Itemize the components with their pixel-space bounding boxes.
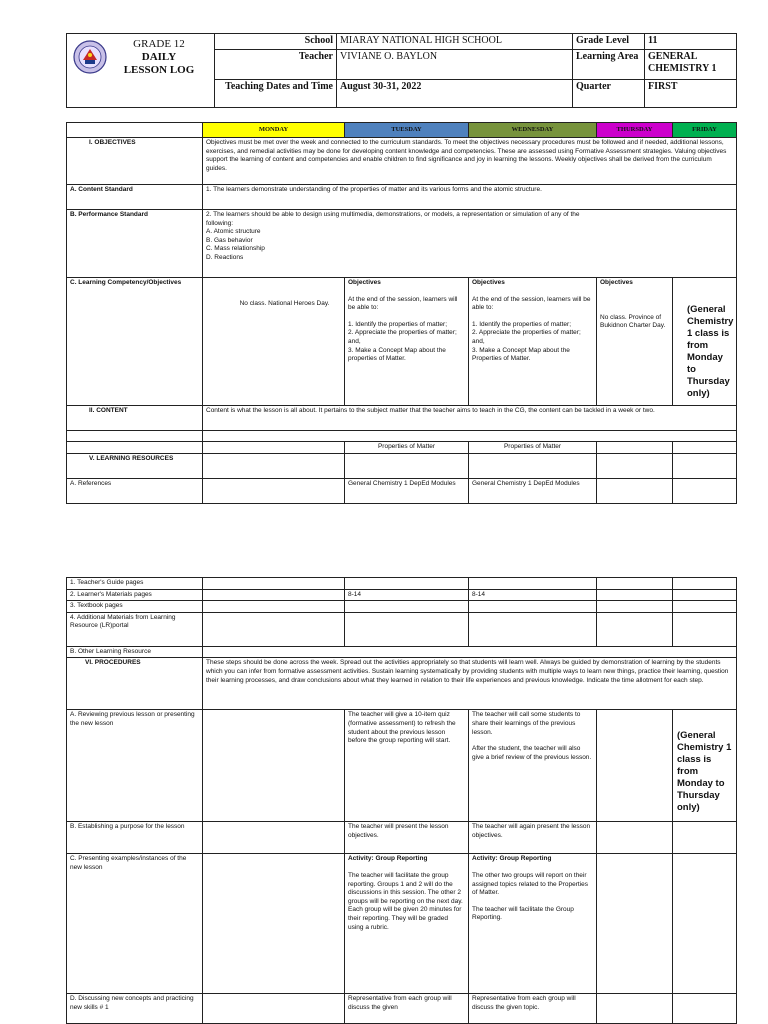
learning-resources-label: V. LEARNING RESOURCES xyxy=(67,454,203,479)
day-header-monday: MONDAY xyxy=(203,123,345,138)
blank-cell xyxy=(469,578,597,590)
day-header-tuesday: TUESDAY xyxy=(345,123,469,138)
learning-area-value: GENERAL CHEMISTRY 1 xyxy=(645,50,737,80)
blank-cell xyxy=(673,822,737,854)
blank-cell xyxy=(597,822,673,854)
review-text: After the student, the teacher will also give a brief review of the previous lesson. xyxy=(472,745,592,761)
blank-cell xyxy=(673,589,737,601)
activity-body: The teacher will facilitate the group reporting. Groups 1 and 2 will do the discussions in this session. The other 2 groups will be reporting on the next day. Each group will be given 20 minutes for their reporting. They will be graded using a rubric. xyxy=(348,871,463,931)
objectives-label: I. OBJECTIVES xyxy=(67,138,203,185)
blank-cell xyxy=(345,578,469,590)
blank-cell xyxy=(673,612,737,646)
friday-note: (General Chemistry 1 class is from Monday to Thursday only) xyxy=(673,278,737,406)
presenting-examples-label: C. Presenting examples/instances of the new lesson xyxy=(67,854,203,994)
perf-line: D. Reactions xyxy=(206,253,244,261)
performance-standard-text xyxy=(203,210,737,278)
tuesday-competency xyxy=(345,278,469,406)
tuesday-purpose: The teacher will present the lesson objectives. xyxy=(345,822,469,854)
day-header-thursday: THURSDAY xyxy=(597,123,673,138)
reviewing-lesson-label: A. Reviewing previous lesson or presenting the new lesson xyxy=(67,710,203,822)
blank-cell xyxy=(203,479,345,504)
lesson-log-title xyxy=(111,38,207,77)
wednesday-topic: Properties of Matter xyxy=(469,442,597,454)
blank-cell xyxy=(345,454,469,479)
monday-competency: No class. National Heroes Day. xyxy=(203,278,345,406)
title-daily: DAILY xyxy=(141,51,177,63)
objectives-heading: Objectives xyxy=(472,279,505,286)
tuesday-reference: General Chemistry 1 DepEd Modules xyxy=(345,479,469,504)
tuesday-discussion: Representative from each group will discuss the given xyxy=(345,994,469,1024)
header-table xyxy=(66,33,737,108)
wednesday-review xyxy=(469,710,597,822)
header-logo-cell xyxy=(67,34,215,108)
blank-cell xyxy=(597,578,673,590)
activity-heading: Activity: Group Reporting xyxy=(472,855,552,863)
school-value: MIARAY NATIONAL HIGH SCHOOL xyxy=(337,34,573,50)
content-standard-text: 1. The learners demonstrate understanding of the properties of matter and its various forms and the atomic structure. xyxy=(203,185,737,210)
other-resource-label: B. Other Learning Resource xyxy=(67,646,203,658)
blank-cell xyxy=(597,994,673,1024)
dates-value: August 30-31, 2022 xyxy=(337,80,573,108)
blank-cell xyxy=(203,854,345,994)
objectives-intro: At the end of the session, learners will be able to: xyxy=(472,295,591,312)
grade-level-label: Grade Level xyxy=(573,34,645,50)
objectives-intro: At the end of the session, learners will be able to: xyxy=(348,295,458,312)
blank-cell xyxy=(469,454,597,479)
wednesday-activity xyxy=(469,854,597,994)
activity-body: The teacher will facilitate the Group Reporting. xyxy=(472,905,574,922)
competency-label: C. Learning Competency/Objectives xyxy=(67,278,203,406)
objective-item: 1. Identify the properties of matter; xyxy=(472,320,571,328)
blank-cell xyxy=(469,601,597,613)
wednesday-competency xyxy=(469,278,597,406)
objective-item: 2. Appreciate the properties of matter; and, xyxy=(348,329,457,345)
deped-seal-icon xyxy=(73,40,107,74)
blank-cell xyxy=(673,601,737,613)
thursday-objectives-heading: Objectives xyxy=(600,279,633,286)
objective-item: 2. Appreciate the properties of matter; and, xyxy=(472,329,581,345)
thursday-competency xyxy=(597,278,673,406)
blank-cell xyxy=(203,454,345,479)
blank-cell xyxy=(203,612,345,646)
blank-cell xyxy=(345,612,469,646)
dates-label: Teaching Dates and Time xyxy=(215,80,337,108)
thursday-note: No class. Province of Bukidnon Charter Day. xyxy=(600,313,666,330)
references-label: A. References xyxy=(67,479,203,504)
blank-cell xyxy=(597,612,673,646)
wednesday-reference: General Chemistry 1 DepEd Modules xyxy=(469,479,597,504)
blank-cell xyxy=(203,589,345,601)
objective-item: 3. Make a Concept Map about the Properties of Matter. xyxy=(472,346,570,363)
blank-cell xyxy=(673,442,737,454)
wednesday-discussion: Representative from each group will discuss the given topic. xyxy=(469,994,597,1024)
discussing-concepts-label: D. Discussing new concepts and practicing new skills # 1 xyxy=(67,994,203,1024)
blank-cell xyxy=(597,854,673,994)
blank-cell xyxy=(673,454,737,479)
day-header-wednesday: WEDNESDAY xyxy=(469,123,597,138)
activity-body: The other two groups will report on their assigned topics related to the Properties of Matter. xyxy=(472,871,588,897)
textbook-pages-label: 3. Textbook pages xyxy=(67,601,203,613)
blank-cell xyxy=(203,431,737,442)
blank-cell xyxy=(673,479,737,504)
learning-area-label: Learning Area xyxy=(573,50,645,80)
blank-cell xyxy=(469,612,597,646)
title-grade: GRADE 12 xyxy=(133,38,185,50)
tuesday-activity xyxy=(345,854,469,994)
perf-line: 2. The learners should be able to design using multimedia, demonstrations, or models, a representation or simulation of any of the following: xyxy=(206,211,580,227)
blank-cell xyxy=(203,994,345,1024)
friday-procedure-note: (General Chemistry 1 class is from Monday to Thursday only) xyxy=(673,710,737,822)
blank-cell xyxy=(67,431,203,442)
blank-cell xyxy=(597,442,673,454)
objective-item: 1. Identify the properties of matter; xyxy=(348,320,447,328)
lesson-table-1 xyxy=(66,122,737,504)
purpose-label: B. Establishing a purpose for the lesson xyxy=(67,822,203,854)
perf-line: B. Gas behavior xyxy=(206,236,253,244)
blank-cell xyxy=(203,578,345,590)
blank-cell xyxy=(203,646,737,658)
review-text: The teacher will call some students to share their learnings of the previous lesson. xyxy=(472,711,581,736)
tuesday-review: The teacher will give a 10-item quiz (formative assessment) to refresh the student about the previous lesson before the group reporting will start. xyxy=(345,710,469,822)
wednesday-purpose: The teacher will again present the lesson objectives. xyxy=(469,822,597,854)
teacher-value: VIVIANE O. BAYLON xyxy=(337,50,573,80)
blank-cell xyxy=(203,822,345,854)
blank-cell xyxy=(673,994,737,1024)
blank-cell xyxy=(345,601,469,613)
objectives-heading: Objectives xyxy=(348,279,381,286)
objective-item: 3. Make a Concept Map about the properties of Matter. xyxy=(348,346,446,363)
activity-heading: Activity: Group Reporting xyxy=(348,855,428,863)
grade-level-value: 11 xyxy=(645,34,737,50)
blank-cell xyxy=(673,854,737,994)
day-header-blank xyxy=(67,123,203,138)
blank-cell xyxy=(203,710,345,822)
objectives-text: Objectives must be met over the week and connected to the curriculum standards. To meet the objectives necessary procedures must be followed and if needed, additional lessons, exercises, and remedial activities may be done for developing content knowledge and competencies. These are assessed using Formative Assessment strategies. Valuing objectives support the learning of content and competencies and enable children to find significance and joy in learning the lessons. Weekly objectives shall be derived from the curriculum guides. xyxy=(203,138,737,185)
tuesday-topic: Properties of Matter xyxy=(345,442,469,454)
blank-cell xyxy=(597,601,673,613)
procedures-text: These steps should be done across the week. Spread out the activities appropriately so that students will learn well. Always be guided by demonstration of learning by the students which you can infer from formative assessment activities. Sustain learning systematically by providing students with multiple ways to learn new things, practice their learning, question their learning processes, and draw conclusions about what they learned in relation to their life experiences and previous knowledge. Indicate the time allotment for each step. xyxy=(203,658,737,710)
blank-cell xyxy=(673,578,737,590)
perf-line: C. Mass relationship xyxy=(206,245,265,253)
tuesday-lm-pages: 8-14 xyxy=(345,589,469,601)
title-lesson-log: LESSON LOG xyxy=(123,64,195,76)
quarter-label: Quarter xyxy=(573,80,645,108)
content-label: II. CONTENT xyxy=(67,406,203,431)
teacher-label: Teacher xyxy=(215,50,337,80)
teachers-guide-label: 1. Teacher's Guide pages xyxy=(67,578,203,590)
blank-cell xyxy=(203,601,345,613)
perf-line: A. Atomic structure xyxy=(206,228,261,236)
blank-cell xyxy=(597,454,673,479)
day-header-friday: FRIDAY xyxy=(673,123,737,138)
school-label: School xyxy=(215,34,337,50)
blank-cell xyxy=(597,710,673,822)
quarter-value: FIRST xyxy=(645,80,737,108)
lesson-table-2 xyxy=(66,577,737,1024)
content-standard-label: A. Content Standard xyxy=(67,185,203,210)
wednesday-lm-pages: 8-14 xyxy=(469,589,597,601)
additional-materials-label: 4. Additional Materials from Learning Resource (LR)portal xyxy=(67,612,203,646)
blank-cell xyxy=(203,442,345,454)
procedures-label: VI. PROCEDURES xyxy=(67,658,203,710)
learners-materials-label: 2. Learner's Materials pages xyxy=(67,589,203,601)
blank-cell xyxy=(597,589,673,601)
blank-cell xyxy=(597,479,673,504)
performance-standard-label: B. Performance Standard xyxy=(67,210,203,278)
blank-cell xyxy=(67,442,203,454)
content-text: Content is what the lesson is all about. It pertains to the subject matter that the teacher aims to teach in the CG, the content can be tackled in a week or two. xyxy=(203,406,737,431)
